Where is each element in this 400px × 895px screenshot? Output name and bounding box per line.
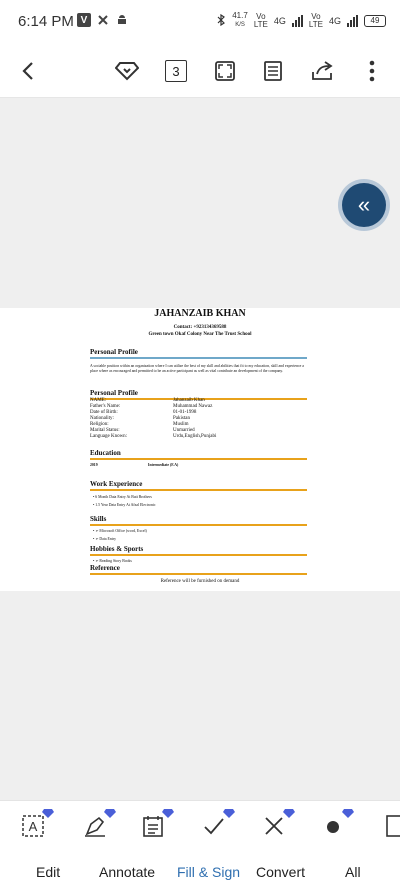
bluetooth-icon <box>217 14 226 28</box>
section-title-education: Education <box>90 449 121 457</box>
personal-fields <box>90 398 310 440</box>
work-item: • 1.5 Year Data Entry At Afzal Electronic <box>93 503 156 507</box>
work-item: • 6 Month Data Entry At Butt Brothers <box>93 495 152 499</box>
premium-gem-icon <box>223 807 235 819</box>
skill-item: • ➢ Data Entry <box>93 537 116 541</box>
net-4g-1: 4G <box>273 15 286 26</box>
section-divider <box>90 554 307 556</box>
premium-gem-icon <box>42 807 54 819</box>
check-icon[interactable] <box>201 813 227 839</box>
personal-profile-text: A sociable position within an organization where I can utilize the best of my skill and abilities that fit to my education, skill and experience a place where as encouraged and permitted to be an active participant as well as vital contribute an development of the company. <box>90 364 304 373</box>
premium-gem-icon <box>283 807 295 819</box>
back-arrow-icon[interactable] <box>14 57 42 85</box>
status-indicators <box>217 12 386 29</box>
section-divider <box>90 357 307 359</box>
battery-icon: 49 <box>364 15 386 27</box>
bottom-tab-bar <box>0 850 400 895</box>
android-icon <box>115 13 129 27</box>
rectangle-icon[interactable] <box>380 813 400 839</box>
section-divider <box>90 489 307 491</box>
section-title-personal-profile-2: Personal Profile <box>90 389 138 397</box>
status-app-icons <box>77 13 129 27</box>
double-chevron-left-icon: « <box>357 192 371 217</box>
tab-edit[interactable]: Edit <box>36 864 61 880</box>
tab-convert[interactable]: Convert <box>256 864 306 880</box>
page-count: 3 <box>165 60 187 82</box>
status-time: 6:14 PM <box>18 13 74 30</box>
field-row: Language Known: Urdu,English,Punjabi <box>90 434 217 439</box>
signal-icon-2 <box>347 15 358 27</box>
premium-gem-icon <box>162 807 174 819</box>
section-title-skills: Skills <box>90 515 107 523</box>
reference-text: Reference will be furnished on demand <box>160 579 240 584</box>
tab-annotate[interactable]: Annotate <box>99 864 156 880</box>
text-box-icon[interactable] <box>20 813 46 839</box>
fullscreen-icon[interactable] <box>211 57 239 85</box>
tab-all[interactable]: All <box>345 864 361 880</box>
education-row: 2019 Intermediate (F.A) <box>90 463 179 467</box>
hobby-item: • ➢ Reading Story Books <box>93 559 132 563</box>
signal-icon-1 <box>292 15 303 27</box>
doc-name: JAHANZAIB KHAN <box>154 308 246 319</box>
reading-mode-icon[interactable] <box>259 57 287 85</box>
diamond-icon[interactable] <box>113 57 141 85</box>
doc-address: Green town Okaf Colony Near The Trust School <box>148 332 252 337</box>
dot-icon[interactable] <box>320 813 346 839</box>
section-title-work: Work Experience <box>90 480 143 488</box>
section-title-hobbies: Hobbies & Sports <box>90 545 144 553</box>
document-page[interactable] <box>0 308 400 591</box>
field-row: Religion: Muslim <box>90 422 189 427</box>
cross-icon[interactable] <box>261 813 287 839</box>
app-v-icon: V <box>77 13 91 27</box>
doc-contact: Contact: +923134369588 <box>173 325 227 330</box>
field-row: Date of Birth: 01-01-1998 <box>90 410 197 415</box>
status-bar <box>0 0 400 44</box>
section-title-personal-profile: Personal Profile <box>90 348 138 356</box>
section-divider <box>90 458 307 460</box>
fill-sign-tools <box>0 800 400 850</box>
net-speed: 41.7 K/S <box>232 11 248 28</box>
volte-1: Vo LTE <box>253 11 268 29</box>
net-4g-2: 4G <box>328 15 341 26</box>
document-canvas[interactable] <box>0 98 400 800</box>
form-icon[interactable] <box>140 813 166 839</box>
section-title-reference: Reference <box>90 564 120 572</box>
svg-text:A: A <box>28 819 38 834</box>
field-row: Father's Name: Muhammad Nawaz <box>90 404 213 409</box>
skill-item: • ➢ Microsoft Office (word, Excel) <box>93 529 147 533</box>
fan-icon <box>96 13 110 27</box>
page-count-button[interactable] <box>162 57 190 85</box>
field-row: Marital Status: Unmarried <box>90 428 195 433</box>
premium-gem-icon <box>104 807 116 819</box>
tab-fill-sign[interactable]: Fill & Sign <box>177 864 241 880</box>
top-toolbar <box>0 44 400 98</box>
premium-gem-icon <box>342 807 354 819</box>
share-icon[interactable] <box>309 57 337 85</box>
pen-icon[interactable] <box>82 813 108 839</box>
field-row: Nationality: Pakistan <box>90 416 190 421</box>
collapse-panel-button[interactable] <box>342 183 386 227</box>
section-divider <box>90 524 307 526</box>
more-vert-icon[interactable] <box>358 57 386 85</box>
section-divider <box>90 573 307 575</box>
field-row: NAME: Jahanzaib Khan <box>90 398 205 403</box>
volte-2: Vo LTE <box>308 11 323 29</box>
